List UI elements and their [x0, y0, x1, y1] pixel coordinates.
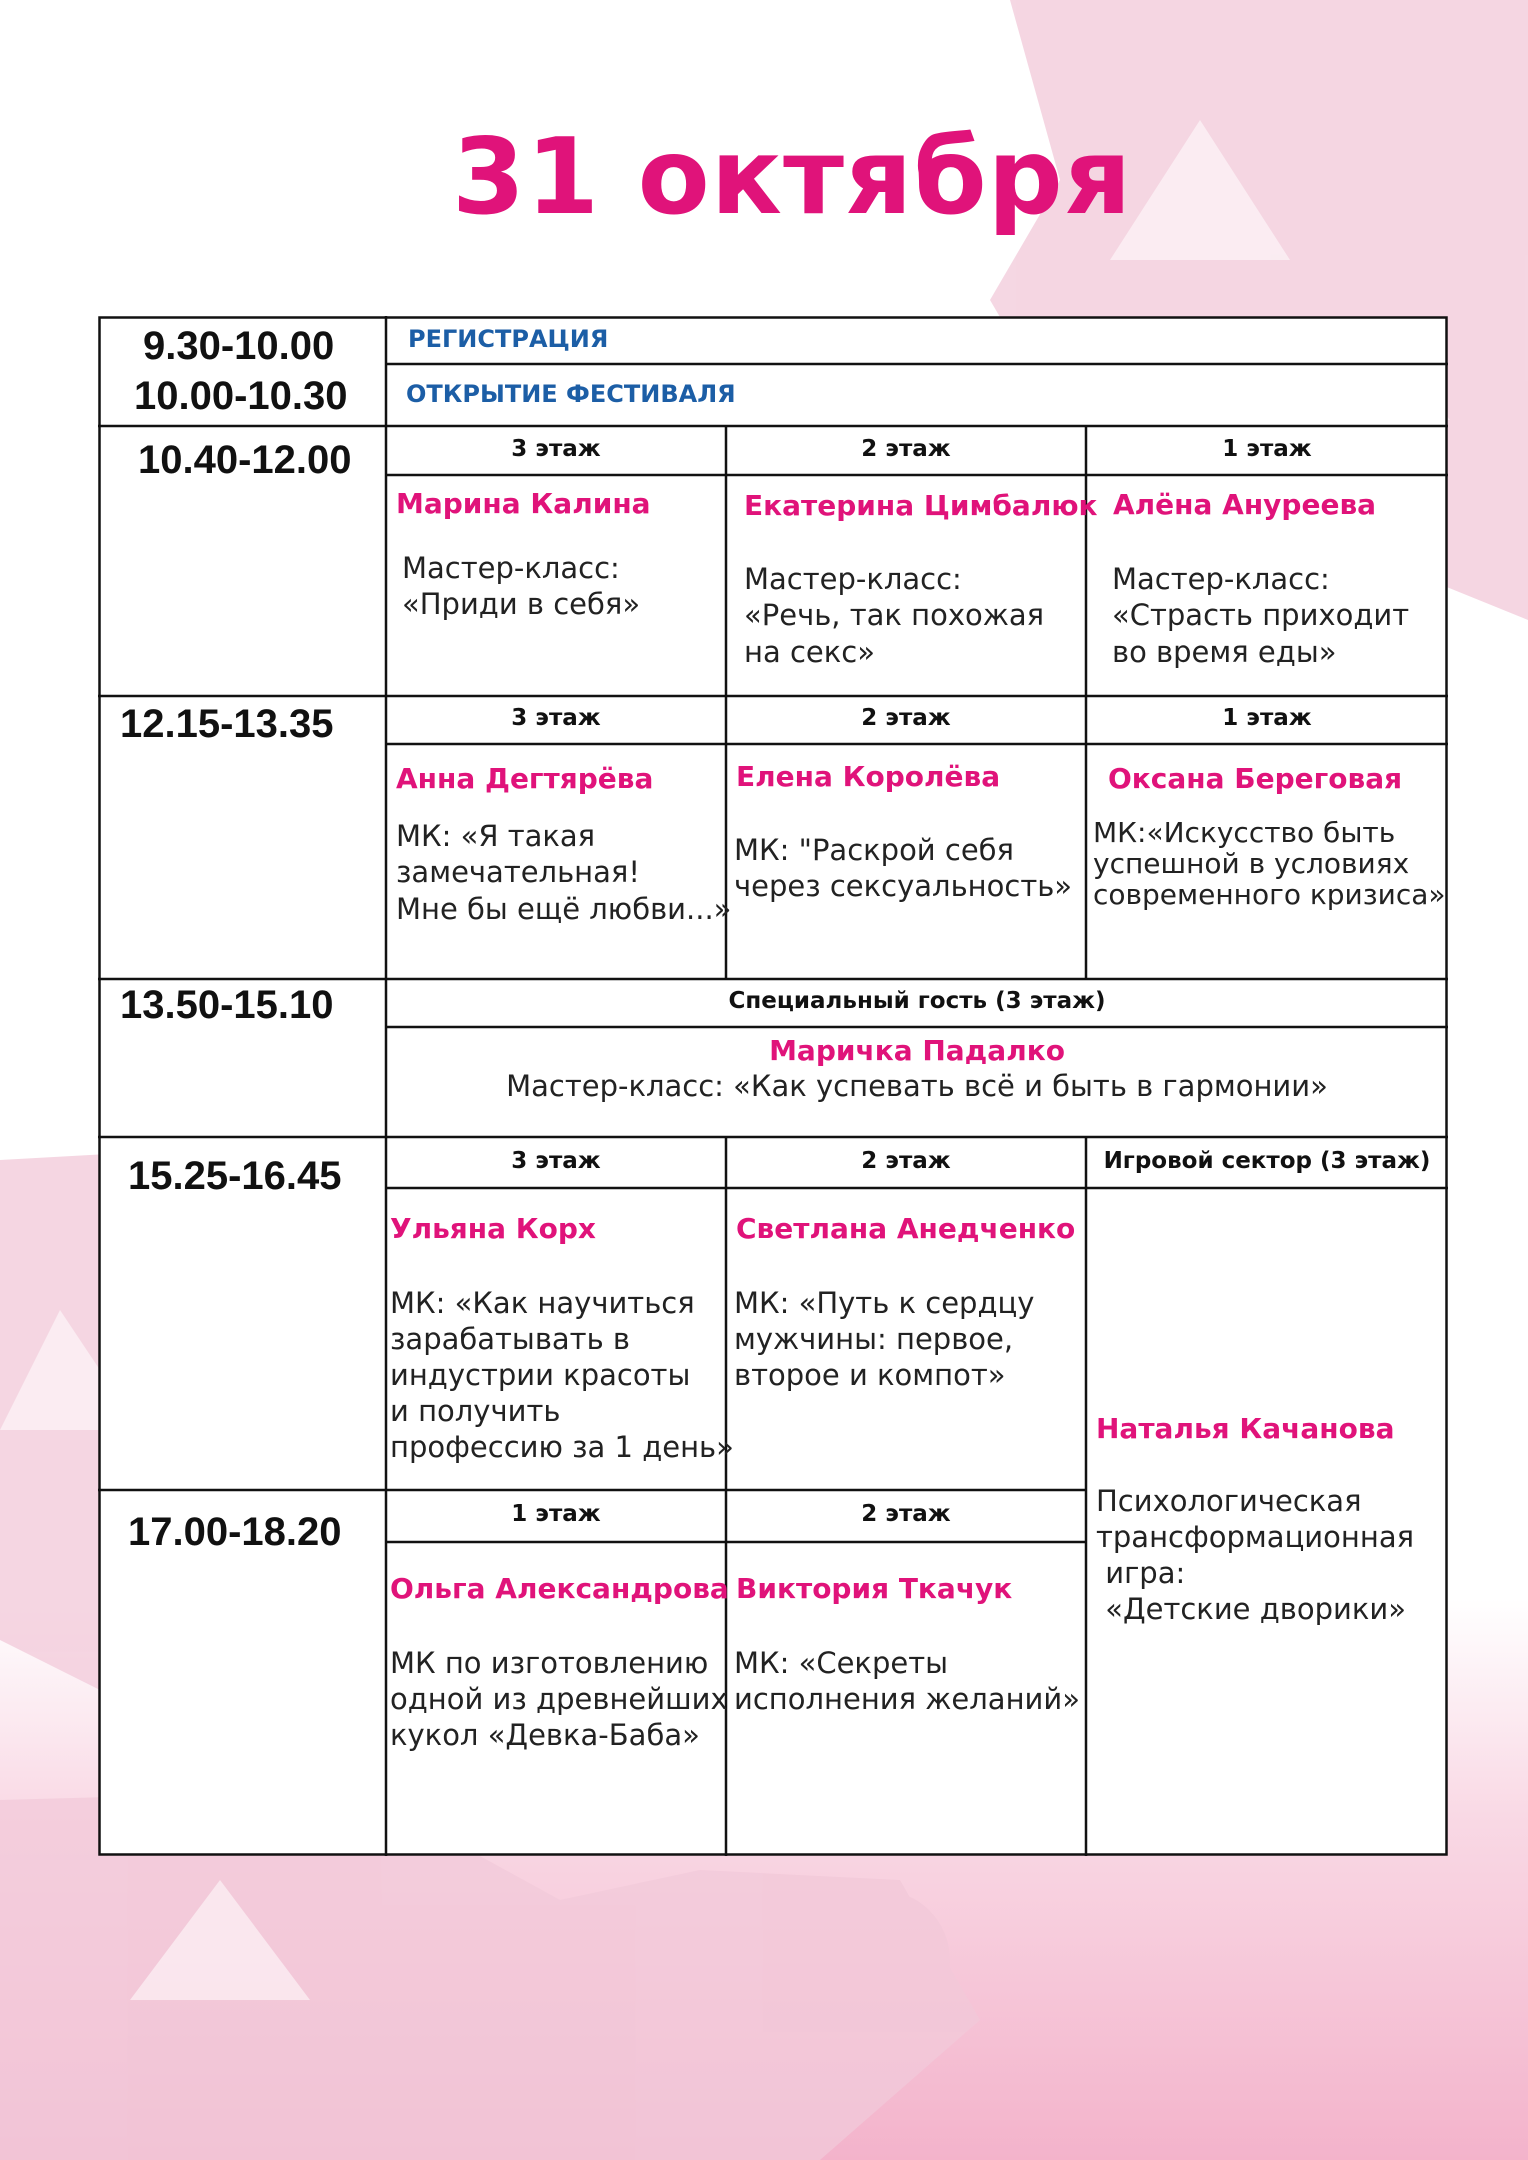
time-slot-2: 10.40-12.00: [138, 438, 352, 482]
session-description: Мастер-класс: «Как успевать всё и быть в гармонии»: [506, 1069, 1328, 1103]
speaker-name: Екатерина Цимбалюк: [744, 489, 1098, 522]
opening-label: ОТКРЫТИЕ ФЕСТИВАЛЯ: [406, 380, 736, 408]
session-description: МК: "Раскрой себя через сексуальность»: [734, 833, 1073, 904]
speaker-name: Оксана Береговая: [1108, 762, 1403, 795]
session-description: Мастер-класс: «Страсть приходит во время еды»: [1112, 562, 1410, 669]
session-description: МК: «Путь к сердцу мужчины: первое, второе и компот»: [734, 1286, 1035, 1392]
time-slot-4: 13.50-15.10: [120, 983, 334, 1027]
session-description: МК: «Секреты исполнения желаний»: [734, 1646, 1080, 1716]
time-slot-6: 17.00-18.20: [128, 1510, 342, 1554]
floor-label: 2 этаж: [861, 705, 951, 731]
floor-label: 3 этаж: [511, 1148, 601, 1174]
speaker-name: Марина Калина: [396, 487, 651, 520]
floor-label: 2 этаж: [861, 1148, 951, 1174]
floor-label: 3 этаж: [511, 436, 601, 462]
speaker-name: Елена Королёва: [736, 760, 1001, 793]
floor-label: 1 этаж: [1222, 436, 1312, 462]
floor-label: 1 этаж: [511, 1501, 601, 1527]
time-slot-1b: 10.00-10.30: [134, 374, 348, 418]
speaker-name: Ульяна Корх: [390, 1212, 596, 1245]
session-description: Мастер-класс: «Речь, так похожая на секс»: [744, 562, 1045, 669]
time-slot-5: 15.25-16.45: [128, 1154, 342, 1198]
time-slot-1a: 9.30-10.00: [143, 324, 335, 368]
floor-label: 3 этаж: [511, 705, 601, 731]
speaker-name: Маричка Падалко: [769, 1034, 1065, 1067]
game-sector-header: Игровой сектор (3 этаж): [1103, 1148, 1431, 1174]
registration-label: РЕГИСТРАЦИЯ: [408, 325, 609, 353]
floor-label: 2 этаж: [861, 436, 951, 462]
session-description: МК:«Искусство быть успешной в условиях современного кризиса»: [1093, 816, 1446, 911]
session-description: МК: «Как научиться зарабатывать в индустрии красоты и получить профессию за 1 день»: [390, 1286, 734, 1464]
session-description: МК по изготовлению одной из древнейших кукол «Девка-Баба»: [390, 1646, 728, 1752]
session-description: Мастер-класс: «Приди в себя»: [402, 551, 641, 622]
floor-label: 2 этаж: [861, 1501, 951, 1527]
speaker-name: Ольга Александрова: [390, 1572, 729, 1605]
time-slot-3: 12.15-13.35: [120, 702, 334, 746]
speaker-name: Анна Дегтярёва: [396, 762, 654, 795]
floor-label: 1 этаж: [1222, 705, 1312, 731]
special-guest-header: Специальный гость (3 этаж): [728, 988, 1106, 1014]
speaker-name: Виктория Ткачук: [736, 1572, 1013, 1605]
page-title: 31 октября: [452, 116, 1133, 238]
session-description: Психологическая трансформационная игра: «Детские дворики»: [1096, 1484, 1415, 1626]
session-description: МК: «Я такая замечательная! Мне бы ещё любви...»: [396, 819, 732, 926]
speaker-name: Светлана Анедченко: [736, 1212, 1076, 1245]
speaker-name: Наталья Качанова: [1096, 1412, 1395, 1445]
speaker-name: Алёна Ануреева: [1113, 488, 1377, 521]
